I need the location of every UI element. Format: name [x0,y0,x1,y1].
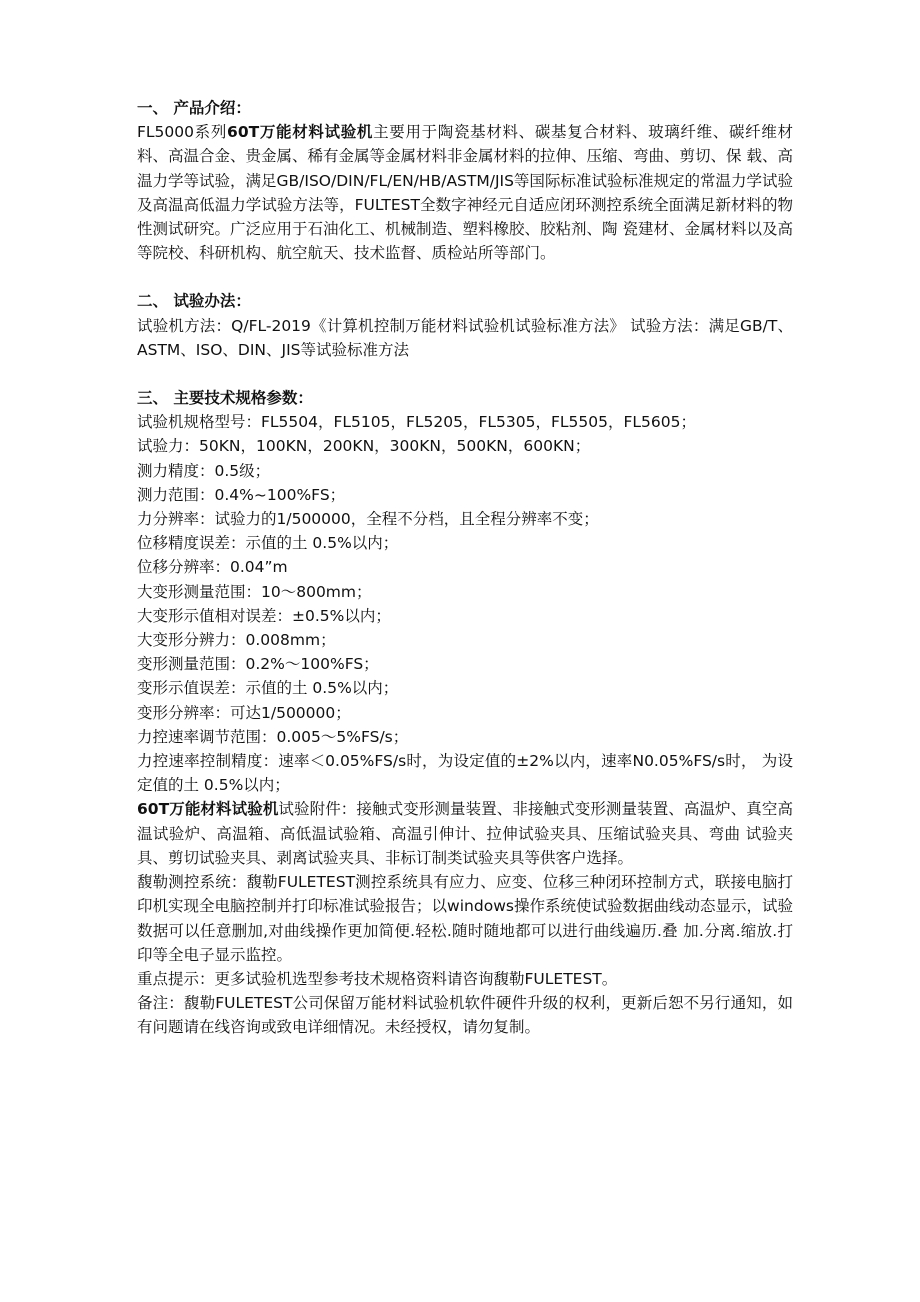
spec-line: 力分辨率：试验力的1/500000，全程不分档，且全程分辨率不变； [137,510,599,529]
intro-prefix: FL5000系列 [137,123,228,142]
spec-line: 大变形示值相对误差：±0.5%以内； [137,606,391,625]
accessories-product-name: 60T万能材料试验机 [137,800,279,819]
spec-line: 变形示值误差：示值的土 0.5%以内； [137,679,399,698]
section-heading-specs: 三、 主要技术规格参数： [137,389,313,408]
spec-line: 试验机规格型号：FL5504，FL5105，FL5205，FL5305，FL5505，FL5605； [137,413,696,432]
intro-body: 主要用于陶瓷基材料、碳基复合材料、玻璃纤维、碳纤维材料、高温合金、贵金属、稀有金属等金属材料非金属材料的拉伸、压缩、弯曲、剪切、保 载、高温力学等试验，满足GB/ISO/DIN/FL/EN/HB/ASTM/JIS等国际标准试验标准规定的常温力学试验及高温高低温力学试验方法等，FULTEST全数字神经元自适应闭环测控系统全面满足新材料的物性测试研究。广泛应用于石油化工、机械制造、塑料橡胶、胶粘剂、陶 瓷建材、金属材料以及高等院校、科研机构、航空航天、技术监督、质检站所等部门。 [137,123,793,263]
spec-line: 大变形分辨力：0.008mm； [137,631,336,650]
spec-line: 测力范围：0.4%~100%FS； [137,485,346,504]
spec-line: 变形测量范围：0.2%〜100%FS； [137,655,379,674]
spec-line: 位移精度误差：示值的土 0.5%以内； [137,534,399,553]
control-system-paragraph: 馥勒测控系统：馥勒FULETEST测控系统具有应力、应变、位移三种闭环控制方式，联接电脑打印机实现全电脑控制并打印标准试验报告；以windows操作系统使试验数据曲线动态显示，试验数据可以任意删加,对曲线操作更加简便.轻松.随时随地都可以进行曲线遍历.叠 加.分离.缩放.打印等全电子显示监控。 [137,873,793,964]
accessories-body: 试验附件：接触式变形测量装置、非接触式变形测量装置、高温炉、真空高温试验炉、高温箱、高低温试验箱、高温引伸计、拉伸试验夹具、压缩试验夹具、弯曲 试验夹具、剪切试验夹具、剥离试验夹具、非标订制类试验夹具等供客户选择。 [137,800,793,867]
accessories-paragraph [137,797,793,870]
test-method-paragraph: 试验机方法：Q/FL-2019《计算机控制万能材料试验机试验标准方法》 试验方法：满足GB/T、ASTM、ISO、DIN、JIS等试验标准方法 [137,316,793,359]
spec-line: 测力精度：0.5级； [137,461,271,480]
section-heading-test-method: 二、 试验办法： [137,292,251,311]
spec-line: 试验力：50KN，100KN，200KN，300KN，500KN，600KN； [137,437,591,456]
note-paragraph: 备注：馥勒FULETEST公司保留万能材料试验机软件硬件升级的权利，更新后恕不另行通知，如有问题请在线咨询或致电详细情况。未经授权，请勿复制。 [137,994,793,1037]
product-intro-paragraph [137,120,793,265]
spec-line: 力控速率控制精度：速率＜0.05%FS/s时，为设定值的±2%以内，速率N0.05%FS/s时， 为设定值的土 0.5%以内； [137,752,793,795]
spec-line: 位移分辨率：0.04”m [137,558,288,577]
tip-paragraph: 重点提示：更多试验机选型参考技术规格资料请咨询馥勒FULETEST。 [137,969,618,988]
spec-line: 大变形测量范围：10〜800mm； [137,582,372,601]
document-content [137,96,793,1040]
spec-line: 力控速率调节范围：0.005〜5%FS/s； [137,727,409,746]
spec-line: 变形分辨率：可达1/500000； [137,703,351,722]
intro-product-name: 60T万能材料试验机 [227,123,374,142]
section-heading-product-intro: 一、 产品介绍： [137,99,251,117]
